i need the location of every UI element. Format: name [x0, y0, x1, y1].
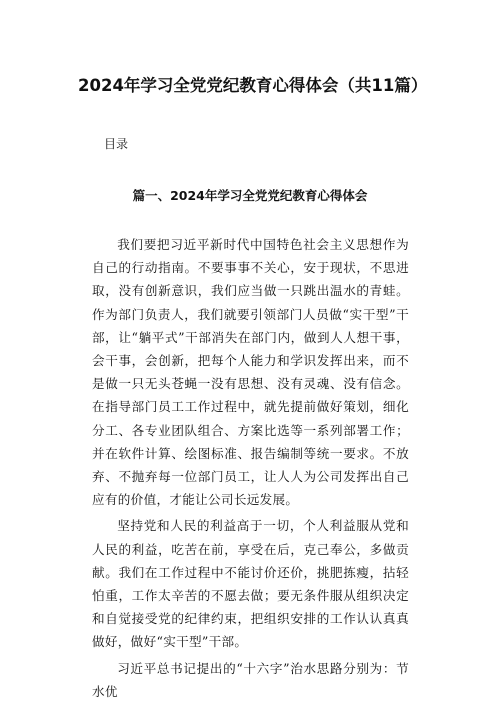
section-heading: 篇一、2024年学习全党党纪教育心得体会: [132, 188, 368, 203]
paragraph-3: 习近平总书记提出的“十六字”治水思路分别为：节水优: [92, 660, 409, 699]
paragraph-2: 坚持党和人民的利益高于一切，个人利益服从党和人民的利益，吃苦在前，享受在后，克己奉公，多做贡献。我们在工作过程中不能讨价还价，挑肥拣瘦，拈轻怕重，工作太辛苦的不愿去做；要无条件服从组织决定和自觉接受党的纪律约束，把组织安排的工作认认真真做好，做好“实干型”干部。: [92, 518, 409, 650]
document-title: 2024年学习全党党纪教育心得体会（共11篇）: [78, 76, 428, 95]
body-text: [92, 233, 409, 703]
paragraph-1: 我们要把习近平新时代中国特色社会主义思想作为自己的行动指南。不要事事不关心，安于现状，不思进取，没有创新意识，我们应当做一只跳出温水的青蛙。作为部门负责人，我们就要引领部门人员做“实干型”干部，让“躺平式”干部消失在部门内，做到人人想干事，会干事，会创新，把每个人能力和学识发挥出来，而不是做一只无头苍蝇一没有思想、没有灵魂、没有信念。在指导部门员工工作过程中，就先提前做好策划，细化分工、各专业团队组合、方案比选等一系列部署工作；并在软件计算、绘图标准、报告编制等统一要求。不放弃、不抛弃每一位部门员工，让人人为公司发挥出自己应有的价值，才能让公司长远发展。: [92, 237, 409, 508]
toc-label: 目录: [104, 137, 129, 151]
